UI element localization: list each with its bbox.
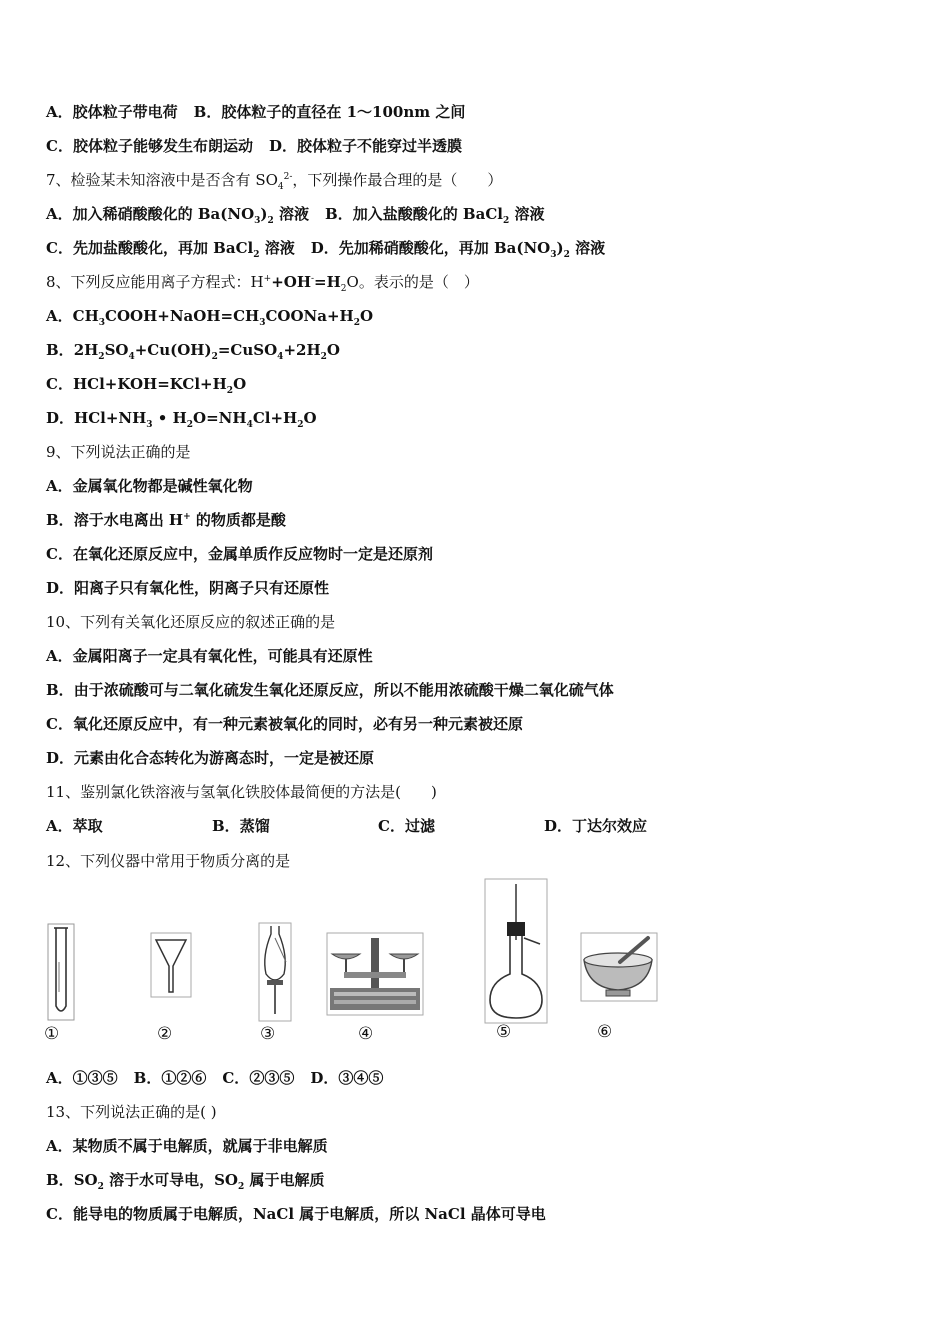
q10-c-label: C． xyxy=(46,715,73,733)
q7-d-sub2: 2 xyxy=(563,250,570,260)
q13-b-mid: 溶于水可导电，SO xyxy=(103,1171,238,1189)
q10-option-c: 氧化还原反应中，有一种元素被氧化的同时，必有另一种元素被还原 xyxy=(72,715,523,733)
q12-d-label: D． xyxy=(310,1069,339,1087)
q8-option-b: $2H_2SO_4+Cu(OH)_2=CuSO_4+2H_2O$ xyxy=(73,341,340,362)
q11-stem: 11、鉴别氯化铁溶液与氢氧化铁胶体最简便的方法是( ) xyxy=(46,783,437,801)
q13-option-a-row xyxy=(46,1136,328,1156)
q10-option-b: 由于浓硫酸可与二氧化硫发生氧化还原反应，所以不能用浓硫酸干燥二氧化硫气体 xyxy=(73,681,614,699)
q13-b-sub2: 2 xyxy=(237,1182,245,1192)
q11-option-a-cell xyxy=(46,816,212,836)
q7-c-label: C． xyxy=(46,239,73,257)
q8-option-a-row xyxy=(46,306,373,326)
q11-options xyxy=(46,816,647,836)
q6-a-label: A． xyxy=(46,103,73,121)
q9-stem: 9、下列说法正确的是 xyxy=(46,443,191,461)
q7-b-label: B． xyxy=(325,205,353,223)
q9-option-a-row xyxy=(46,476,253,496)
q7-c-sub: 2 xyxy=(253,250,260,260)
q12-option-a: ①③⑤ xyxy=(72,1069,118,1087)
q11-a-label: A． xyxy=(46,817,73,835)
q7-d-label: D． xyxy=(310,239,339,257)
q6-options-ab xyxy=(46,102,465,122)
q13-b-sub: 2 xyxy=(97,1182,104,1192)
distillation-flask-icon xyxy=(484,878,548,1024)
q7-a-sub: 3 xyxy=(254,216,261,226)
q8-stem-sub: 2 xyxy=(340,284,347,294)
q12-stem: 12、下列仪器中常用于物质分离的是 xyxy=(46,852,291,870)
q11-option-c-cell xyxy=(378,816,544,836)
q8-stem-sup2: - xyxy=(311,274,315,284)
q8-option-c: $HCl+KOH=KCl+H_2O$ xyxy=(72,375,247,396)
q10-option-b-row xyxy=(46,680,614,700)
q7-a-tail: 溶液 xyxy=(273,205,310,223)
q10-option-c-row xyxy=(46,714,523,734)
q7-stem-sub: 4 xyxy=(277,182,284,192)
q7-d-tail: 溶液 xyxy=(569,239,606,257)
q12-apparatus-figure xyxy=(40,878,680,1058)
q7-a-label: A． xyxy=(46,205,73,223)
q9-b-sup: + xyxy=(183,512,191,522)
q10-a-label: A． xyxy=(46,647,73,665)
q7-c-tail: 溶液 xyxy=(259,239,295,257)
q8-b-label: B． xyxy=(46,341,74,359)
q8-option-d-row xyxy=(46,408,317,428)
q13-b-tail: 属于电解质 xyxy=(244,1171,325,1189)
q8-stem xyxy=(46,272,479,292)
q10-option-a: 金属阳离子一定具有氧化性，可能具有还原性 xyxy=(72,647,373,665)
q13-c-label: C． xyxy=(46,1205,73,1223)
q10-option-a-row xyxy=(46,646,373,666)
q7-b-sub: 2 xyxy=(502,216,510,226)
q12-options xyxy=(46,1068,383,1088)
q11-option-a: 萃取 xyxy=(72,817,103,835)
q10-option-d: 元素由化合态转化为游离态时，一定是被还原 xyxy=(74,749,375,767)
q9-c-label: C． xyxy=(46,545,73,563)
q11-option-b-cell xyxy=(212,816,378,836)
q12-a-label: A． xyxy=(46,1069,73,1087)
q8-option-d: $HCl+NH_3$ • $H_2O=NH_4Cl+H_2O$ xyxy=(74,409,317,430)
q12-option-d: ③④⑤ xyxy=(338,1069,384,1087)
q11-c-label: C． xyxy=(378,817,405,835)
q7-a-sub2: 2 xyxy=(267,216,274,226)
q7-a-paren: ) xyxy=(260,205,268,223)
q12-b-label: B． xyxy=(133,1069,162,1087)
q13-option-b: SO xyxy=(73,1171,98,1189)
q8-c-label: C． xyxy=(46,375,73,393)
q12-option-c: ②③⑤ xyxy=(249,1069,295,1087)
q8-option-a: $CH_3COOH+NaOH=CH_3COONa+H_2O$ xyxy=(72,307,374,328)
q7-option-d: 先加稀硝酸酸化，再加 Ba(NO xyxy=(338,239,551,257)
q12-c-label: C． xyxy=(222,1069,250,1087)
q8-stem-tail: O。表示的是（ ） xyxy=(346,273,479,291)
q11-d-label: D． xyxy=(544,817,573,835)
q8-a-label: A． xyxy=(46,307,73,325)
q11-option-d: 丁达尔效应 xyxy=(572,817,648,835)
q9-option-c-row xyxy=(46,544,433,564)
q8-d-label: D． xyxy=(46,409,75,427)
q8-stem-text: 8、下列反应能用离子方程式：H xyxy=(46,273,264,291)
q7-option-b: 加入盐酸酸化的 BaCl xyxy=(352,205,503,223)
q6-options-cd xyxy=(46,136,462,156)
funnel-icon xyxy=(150,932,192,998)
q9-option-d-row xyxy=(46,578,329,598)
balance-icon xyxy=(326,932,424,1016)
q11-option-b: 蒸馏 xyxy=(239,817,270,835)
q10-d-label: D． xyxy=(46,749,75,767)
q9-option-c: 在氧化还原反应中，金属单质作反应物时一定是还原剂 xyxy=(72,545,433,563)
q6-option-b: 胶体粒子的直径在 1～100nm 之间 xyxy=(221,103,466,121)
q9-option-a: 金属氧化物都是碱性氧化物 xyxy=(72,477,253,495)
q7-stem-sup: 2- xyxy=(283,172,293,182)
q7-options-ab xyxy=(46,204,544,224)
q13-option-a: 某物质不属于电解质，就属于非电解质 xyxy=(72,1137,328,1155)
q7-option-a: 加入稀硝酸酸化的 Ba(NO xyxy=(72,205,255,223)
q9-option-b-row xyxy=(46,510,286,530)
q8-stem-oh: +OH xyxy=(271,273,311,291)
q10-stem: 10、下列有关氧化还原反应的叙述正确的是 xyxy=(46,613,336,631)
figure-label-3: ③ xyxy=(260,1024,276,1044)
figure-label-4: ④ xyxy=(358,1024,374,1044)
q13-stem: 13、下列说法正确的是( ) xyxy=(46,1103,217,1121)
q8-stem-sup1: + xyxy=(263,274,272,284)
q11-option-d-cell xyxy=(544,816,647,836)
q6-option-d: 胶体粒子不能穿过半透膜 xyxy=(296,137,462,155)
q6-d-label: D． xyxy=(268,137,297,155)
figure-label-1: ① xyxy=(44,1024,60,1044)
q13-a-label: A． xyxy=(46,1137,73,1155)
q6-option-c: 胶体粒子能够发生布朗运动 xyxy=(72,137,253,155)
q6-c-label: C． xyxy=(46,137,73,155)
q7-options-cd xyxy=(46,238,605,258)
q6-b-label: B． xyxy=(193,103,222,121)
q13-option-c-row xyxy=(46,1204,546,1224)
q9-a-label: A． xyxy=(46,477,73,495)
q12-option-b: ①②⑥ xyxy=(161,1069,207,1087)
q10-b-label: B． xyxy=(46,681,74,699)
q9-option-b: 溶于水电离出 H xyxy=(73,511,184,529)
figure-label-5: ⑤ xyxy=(496,1022,512,1042)
q8-option-b-row xyxy=(46,340,340,360)
q13-option-b-row xyxy=(46,1170,324,1190)
q8-stem-h: =H xyxy=(314,273,341,291)
mortar-pestle-icon xyxy=(580,932,658,1002)
q13-b-label: B． xyxy=(46,1171,74,1189)
q6-option-a: 胶体粒子带电荷 xyxy=(72,103,178,121)
test-tube-icon xyxy=(44,922,78,1022)
q7-d-paren: ) xyxy=(556,239,564,257)
q7-stem-text: 7、检验某未知溶液中是否含有 SO xyxy=(46,171,278,189)
separatory-funnel-icon xyxy=(258,922,292,1022)
q7-d-sub: 3 xyxy=(550,250,557,260)
figure-label-6: ⑥ xyxy=(597,1022,613,1042)
q9-b-tail: 的物质都是酸 xyxy=(190,511,286,529)
figure-label-2: ② xyxy=(157,1024,173,1044)
q13-option-c: 能导电的物质属于电解质，NaCl 属于电解质，所以 NaCl 晶体可导电 xyxy=(72,1205,546,1223)
q11-option-c: 过滤 xyxy=(404,817,435,835)
q7-b-tail: 溶液 xyxy=(509,205,545,223)
q11-b-label: B． xyxy=(212,817,240,835)
q7-option-c: 先加盐酸酸化，再加 BaCl xyxy=(72,239,254,257)
q7-stem xyxy=(46,170,502,190)
q9-option-d: 阳离子只有氧化性，阴离子只有还原性 xyxy=(74,579,330,597)
q10-option-d-row xyxy=(46,748,374,768)
q8-option-c-row xyxy=(46,374,246,394)
q9-d-label: D． xyxy=(46,579,75,597)
q7-stem-text-2: ，下列操作最合理的是（ ） xyxy=(292,171,503,189)
q9-b-label: B． xyxy=(46,511,74,529)
